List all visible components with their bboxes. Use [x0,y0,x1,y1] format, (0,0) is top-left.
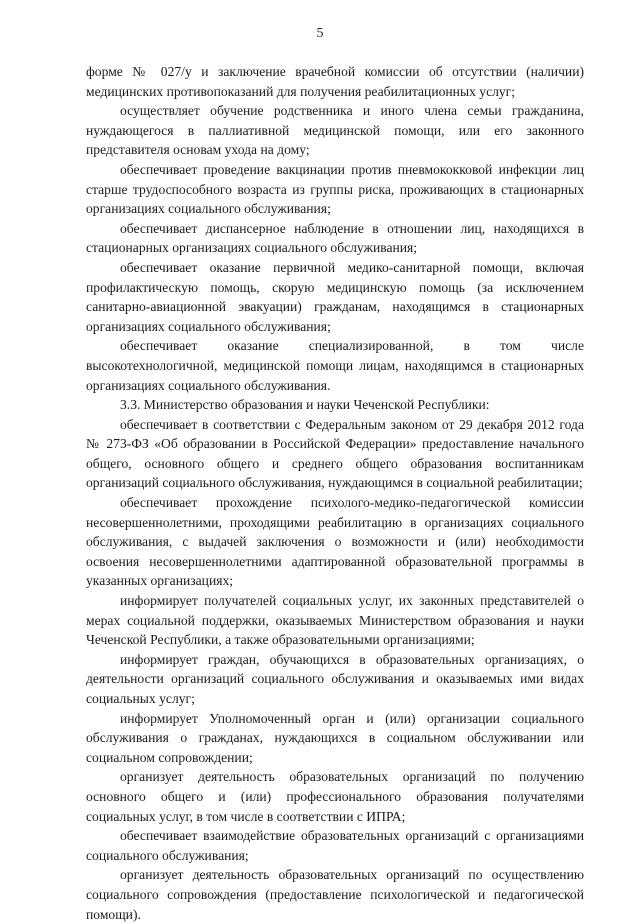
paragraph-vaccination: обеспечивает проведение вакцинации против пневмококковой инфекции лиц старше трудоспособного возраста из группы риска, проживающих в стационарных организациях социального обслуживания; [86,161,584,217]
document-body [86,62,584,924]
section-heading-ministry-education: 3.3. Министерство образования и науки Чеченской Республики: [120,397,490,413]
paragraph-general-education: обеспечивает в соответствии с Федеральным законом от 29 декабря 2012 года № 273-ФЗ «Об образовании в Российской Федерации» предоставление начального общего, основного общего и среднего общего образования воспитанникам организаций социального обслуживания, нуждающимся в социальной реабилитации; [86,416,584,491]
paragraph-inform-recipients: информирует получателей социальных услуг, их законных представителей о мерах социальной поддержки, оказываемых Министерством образования и науки Чеченской Республики, а также образовательными организациями; [86,593,584,648]
paragraph-pmpk-commission: обеспечивает прохождение психолого-медико-педагогической комиссии несовершеннолетними, проходящими реабилитацию в организациях социального обслуживания, с выдачей заключения о возможности и (или) необходимости освоения несовершеннолетними адаптированной образовательной программы в указанных организациях; [86,495,584,589]
paragraph-organize-education: организует деятельность образовательных организаций по получению основного общего и (или) профессионального образования получателями социальных услуг, в том числе в соответствии с ИПРА; [86,769,584,824]
paragraph-primary-care: обеспечивает оказание первичной медико-санитарной помощи, включая профилактическую помощь, скорую медицинскую помощь (за исключением санитарно-авиационной эвакуации) гражданам, находящимся в стационарных организациях социального обслуживания; [86,259,584,334]
paragraph-continuation: форме № 027/у и заключение врачебной комиссии об отсутствии (наличии) медицинских противопоказаний для получения реабилитационных услуг; [86,64,584,99]
paragraph-inform-authority: информирует Уполномоченный орган и (или) организации социального обслуживания о гражданах, нуждающихся в социальном обслуживании или социальном сопровождении; [86,710,584,765]
paragraph-inform-students: информирует граждан, обучающихся в образовательных организациях, о деятельности организаций социального обслуживания и оказываемых ими видах социальных услуг; [86,651,584,706]
page-number: 5 [316,26,324,41]
paragraph-interaction: обеспечивает взаимодействие образовательных организаций с организациями социального обслуживания; [86,828,584,863]
paragraph-specialized-care: обеспечивает оказание специализированной, в том числе высокотехнологичной, медицинской помощи лицам, находящимся в стационарных организациях социального обслуживания. [86,338,584,393]
paragraph-dispensary-observation: обеспечивает диспансерное наблюдение в отношении лиц, находящихся в стационарных организациях социального обслуживания; [86,220,584,256]
paragraph-social-support: организует деятельность образовательных организаций по осуществлению социального сопровождения (предоставление психологической и педагогической помощи). [86,867,584,922]
paragraph-relative-training: осуществляет обучение родственника и иного члена семьи гражданина, нуждающегося в паллиативной медицинской помощи, или его законного представителя основам ухода на дому; [86,103,584,158]
